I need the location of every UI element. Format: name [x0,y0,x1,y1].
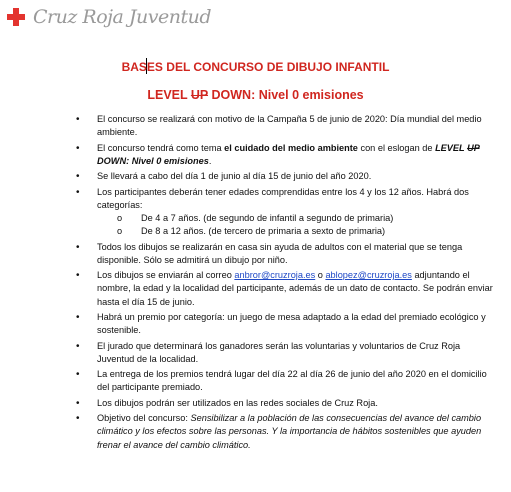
rule-text: El concurso se realizará con motivo de la Campaña 5 de junio de 2020: Día mundial del medio ambiente. [97,114,482,138]
rule-text: adjuntando el nombre, la edad y la localidad del participante, además de un dato de contacto. Se podrán enviar hasta el día 15 de junio. [97,270,493,307]
category-text: De 4 a 7 años. (de segundo de infantil a segundo de primaria) [141,212,394,223]
rule-text: La entrega de los premios tendrá lugar del día 22 al día 26 de junio del año 2020 en el domicilio del participante premiado. [97,369,487,393]
list-item [0,311,511,337]
list-item [0,368,511,394]
rule-text: Los dibujos se enviarán al correo [97,270,235,281]
bullet-icon: • [76,369,80,381]
sub-list-item [97,225,495,238]
email-link-ablopez[interactable]: ablopez@cruzroja.es [325,270,412,281]
red-cross-icon [7,8,25,26]
subtitle-part1: LEVEL [147,88,191,102]
list-item [0,170,511,183]
rule-text-bold: el cuidado del medio ambiente [224,142,358,153]
sub-bullet-icon: o [117,212,123,223]
list-item [0,269,511,309]
rule-text: Los participantes deberán tener edades comprendidas entre los 4 y los 12 años. Habrá dos categorías: [97,186,469,210]
rule-text: . [208,155,212,166]
slogan-part1: LEVEL [435,142,468,153]
document-subtitle [0,88,511,102]
rule-text: o [315,270,326,281]
rule-text: El jurado que determinará los ganadores serán las voluntarias y voluntarios de Cruz Roja Juventud de la localidad. [97,340,461,364]
bullet-icon: • [76,397,80,409]
rule-text: Habrá un premio por categoría: un juego de mesa adaptado a la edad del premiado ecológico y sostenible. [97,311,486,336]
objective-text: Sensibilizar a la población de las consecuencias del avance del cambio climático y los efectos sobre las personas. Y la importancia de hábitos sostenibles que ayuden frenar el avance del cambio climático. [97,413,482,450]
bullet-icon: • [76,270,80,282]
list-item [0,340,511,366]
bullet-icon: • [76,413,80,425]
slogan-strike: UP [467,142,480,153]
email-link-anbror[interactable]: anbror@cruzroja.es [234,270,316,281]
rule-text: El concurso tendrá como tema [97,142,225,153]
sub-bullet-icon: o [117,226,123,237]
bullet-icon: • [76,142,80,154]
bullet-icon: • [76,311,80,323]
list-item [0,113,511,139]
list-item [0,397,511,410]
bullet-icon: • [76,114,80,125]
bullet-icon: • [76,171,80,183]
rule-text: Objetivo del concurso: [97,413,191,424]
list-item [0,142,511,168]
sub-list-item [97,212,495,225]
list-item [0,186,511,239]
list-item [0,412,511,452]
logo-text: Cruz Roja Juventud [33,6,212,28]
slogan-part2: DOWN: Nivel 0 emisiones [97,155,209,166]
bullet-icon: • [76,241,80,253]
subtitle-strike: UP [190,88,209,102]
category-text: De 8 a 12 años. (de tercero de primaria a sexto de primaria) [141,226,386,237]
bullet-icon: • [76,186,80,198]
rule-text: con el eslogan de [357,142,436,153]
rule-text: Se llevará a cabo del día 1 de junio al día 15 de junio del año 2020. [97,171,372,182]
rule-text: Los dibujos podrán ser utilizados en las redes sociales de Cruz Roja. [97,397,378,408]
rule-text: Todos los dibujos se realizarán en casa sin ayuda de adultos con el material que se tenga disponible. Sólo se admitirá un dibujo por niño. [97,241,463,265]
categories-sublist [97,212,495,238]
subtitle-part2: DOWN: Nivel 0 emisiones [208,88,364,102]
document-title: BASES DEL CONCURSO DE DIBUJO INFANTIL [121,60,390,74]
list-item [0,241,511,267]
bullet-icon: • [76,340,80,352]
rules-list [0,113,511,454]
